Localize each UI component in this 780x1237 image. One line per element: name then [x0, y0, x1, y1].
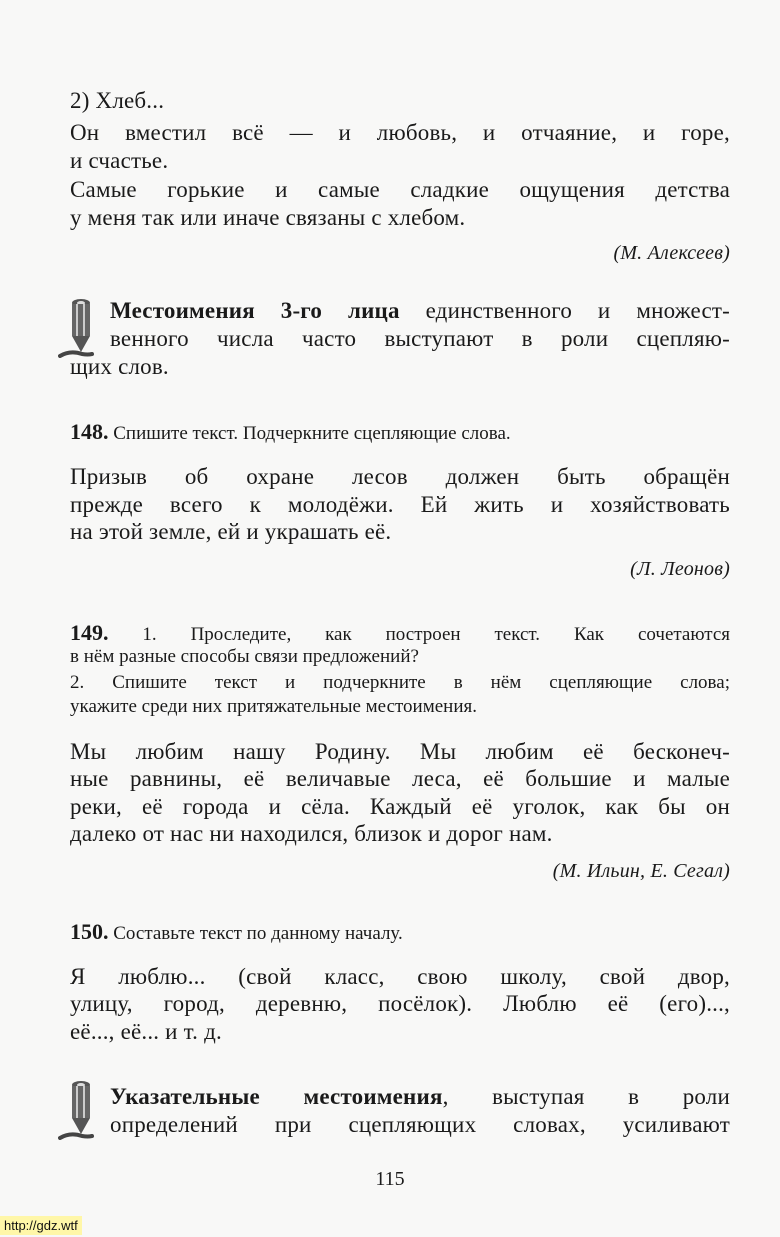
rule-line: [110, 1084, 730, 1110]
text-line: у меня так или иначе связаны с хлебом.: [70, 205, 466, 230]
text-line: её..., её... и т. д.: [70, 1019, 222, 1044]
author-citation: (Л. Леонов): [630, 558, 730, 580]
watermark-link[interactable]: http://gdz.wtf: [0, 1216, 82, 1235]
text-line: Призыв об охране лесов должен быть обращён: [70, 464, 730, 489]
author-citation: (М. Ильин, Е. Сегал): [552, 860, 730, 882]
text-line: и счастье.: [70, 148, 169, 173]
exercise-number: 150.: [70, 919, 109, 944]
author-citation: (М. Алексеев): [613, 242, 730, 264]
text-line: ные равнины, её величавые леса, её большие и малые: [70, 766, 730, 791]
text-line: прежде всего к молодёжи. Ей жить и хозяйствовать: [70, 492, 730, 517]
rule-line: венного числа часто выступают в роли сцепляю-: [110, 326, 730, 351]
task-text: 1. Проследите, как построен текст. Как сочетаются: [142, 624, 731, 645]
text-line: 2) Хлеб...: [70, 88, 165, 113]
task-text: в нём разные способы связи предложений?: [70, 646, 419, 667]
pencil-icon: [58, 1080, 104, 1140]
text-line: реки, её города и сёла. Каждый её уголок, как бы он: [70, 794, 730, 819]
rule-term: Местоимения 3-го лица: [110, 298, 400, 323]
task-text: Составьте текст по данному началу.: [113, 923, 403, 944]
text-line: улицу, город, деревню, посёлок). Люблю её (его)...,: [70, 991, 730, 1016]
task-text: 2. Спишите текст и подчеркните в нём сцепляющие слова;: [70, 672, 730, 693]
rule-line: определений при сцепляющих словах, усиливают: [110, 1112, 730, 1137]
text-line: Я люблю... (свой класс, свою школу, свой двор,: [70, 964, 730, 989]
text-line: далеко от нас ни находился, близок и дорог нам.: [70, 821, 553, 846]
page-number: 115: [375, 1168, 405, 1190]
rule-line: щих слов.: [70, 354, 169, 379]
task-text: Спишите текст. Подчеркните сцепляющие слова.: [113, 423, 511, 444]
text-line: Мы любим нашу Родину. Мы любим её бесконеч-: [70, 739, 730, 764]
pencil-icon: [58, 298, 104, 358]
rule-line: [110, 298, 730, 324]
rule-term: Указательные местоимения: [110, 1084, 443, 1109]
exercise-number: 148.: [70, 419, 109, 444]
text-line: на этой земле, ей и украшать её.: [70, 519, 392, 544]
exercise-148-task: [70, 420, 730, 446]
task-text: укажите среди них притяжательные местоимения.: [70, 696, 478, 717]
rule-text: , выступая в роли: [442, 1084, 730, 1109]
exercise-149-task: [70, 621, 730, 647]
text-line: Самые горькие и самые сладкие ощущения детства: [70, 177, 730, 202]
rule-text: единственного и множест-: [425, 298, 731, 323]
exercise-number: 149.: [70, 620, 109, 645]
exercise-150-task: [70, 920, 730, 946]
text-line: Он вместил всё — и любовь, и отчаяние, и горе,: [70, 120, 730, 145]
